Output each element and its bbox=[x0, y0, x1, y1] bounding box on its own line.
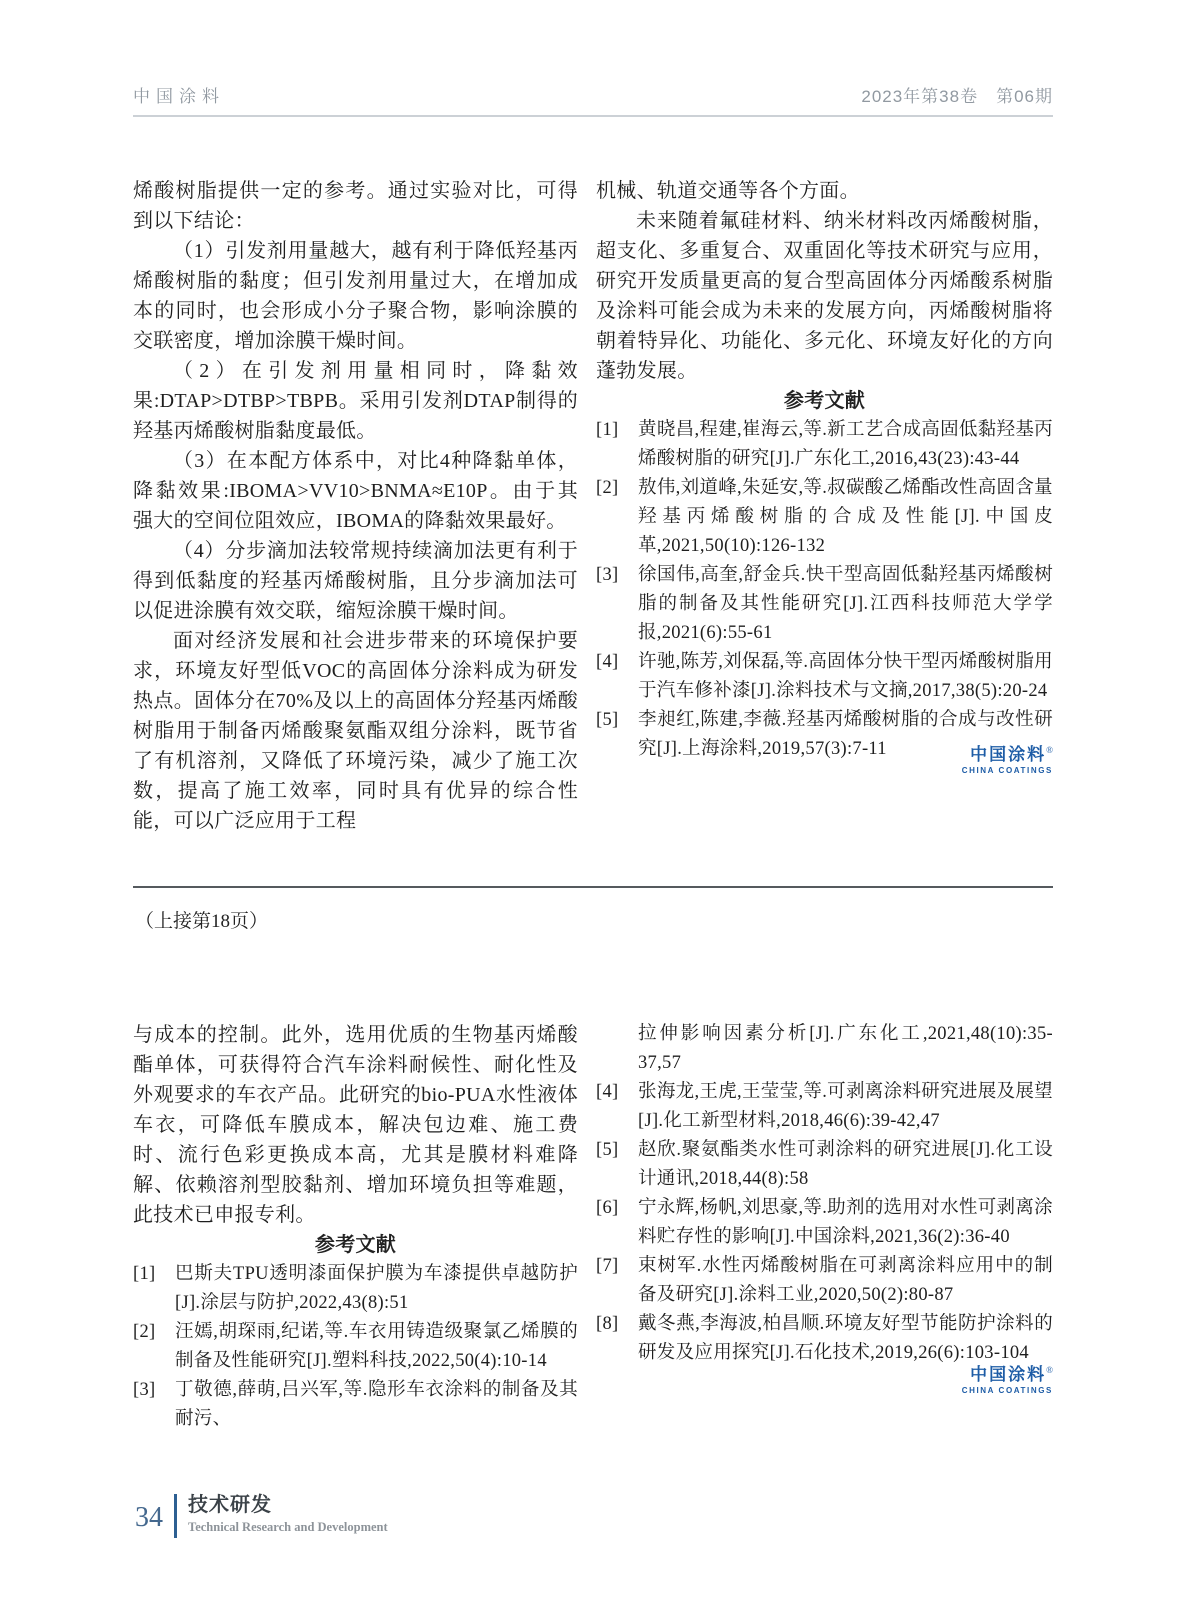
body-paragraph: 未来随着氟硅材料、纳米材料改丙烯酸树脂，超支化、多重复合、双重固化等技术研究与应用，研究开发质量更高的复合型高固体分丙烯酸系树脂及涂料可能会成为未来的发展方向，丙烯酸树脂将朝着特异化、功能化、多元化、环境友好化的方向蓬勃发展。 bbox=[596, 210, 1053, 382]
reference-text: 汪嫣,胡琛雨,纪诺,等.车衣用铸造级聚氯乙烯膜的制备及性能研究[J].塑料科技,2022,50(4):10-14 bbox=[175, 1322, 578, 1371]
reference-text: 戴冬燕,李海波,柏昌顺.环境友好型节能防护涂料的研发及应用探究[J].石化技术,2019,26(6):103-104 bbox=[638, 1314, 1053, 1363]
section-title-cn: 技术研发 bbox=[188, 1494, 272, 1516]
footer-divider-bar bbox=[174, 1494, 177, 1538]
body-paragraph: 面对经济发展和社会进步带来的环境保护要求，环境友好型低VOC的高固体分涂料成为研发热点。固体分在70%及以上的高固体分羟基丙烯酸树脂用于制备丙烯酸聚氨酯双组分涂料，既节省了有机溶剂，又降低了环境污染，减少了施工次数，提高了施工效率，同时具有优异的综合性能，可以广泛应用于工程 bbox=[133, 630, 578, 832]
article2-left-paragraphs bbox=[133, 1020, 578, 1230]
reference-number: [3] bbox=[596, 565, 619, 585]
reference-text: 张海龙,王虎,王莹莹,等.可剥离涂料研究进展及展望[J].化工新型材料,2018,46(6):39-42,47 bbox=[638, 1082, 1053, 1131]
journal-name: 中国涂料 bbox=[133, 87, 225, 106]
article2-right-column bbox=[596, 1020, 1053, 1368]
reference-text: 徐国伟,高奎,舒金兵.快干型高固低黏羟基丙烯酸树脂的制备及其性能研究[J].江西科技师范大学学报,2021(6):55-61 bbox=[638, 565, 1053, 643]
reference-text: 黄晓昌,程建,崔海云,等.新工艺合成高固低黏羟基丙烯酸树脂的研究[J].广东化工,2016,43(23):43-44 bbox=[638, 420, 1053, 469]
reference-text: 赵欣.聚氨酯类水性可剥涂料的研究进展[J].化工设计通讯,2018,44(8):58 bbox=[638, 1140, 1053, 1189]
reference-text: 拉伸影响因素分析[J].广东化工,2021,48(10):35-37,57 bbox=[638, 1024, 1053, 1073]
reference-number: [1] bbox=[596, 420, 619, 440]
reference-text: 许驰,陈芳,刘保磊,等.高固体分快干型丙烯酸树脂用于汽车修补漆[J].涂料技术与文摘,2017,38(5):20-24 bbox=[638, 652, 1053, 701]
reference-number: [5] bbox=[596, 1140, 619, 1160]
references-heading: 参考文献 bbox=[314, 1234, 397, 1256]
reference-item bbox=[596, 1020, 1053, 1078]
body-paragraph: 与成本的控制。此外，选用优质的生物基丙烯酸酯单体，可获得符合汽车涂料耐候性、耐化性及外观要求的车衣产品。此研究的bio-PUA水性液体车衣，可降低车膜成本，解决包边难、施工费时、流行色彩更换成本高，尤其是膜材料难降解、依赖溶剂型胶黏剂、增加环境负担等难题，此技术已申报专利。 bbox=[133, 1024, 578, 1226]
reference-item bbox=[133, 1376, 578, 1434]
reference-text: 束树军.水性丙烯酸树脂在可剥离涂料应用中的制备及研究[J].涂料工业,2020,50(2):80-87 bbox=[638, 1256, 1053, 1305]
footer-section-label bbox=[188, 1494, 388, 1538]
reference-text: 敖伟,刘道峰,朱延安,等.叔碳酸乙烯酯改性高固含量羟基丙烯酸树脂的合成及性能[J].中国皮革,2021,50(10):126-132 bbox=[638, 478, 1053, 556]
reference-text: 丁敬德,薛萌,吕兴军,等.隐形车衣涂料的制备及其耐污、 bbox=[175, 1380, 578, 1429]
china-coatings-logo bbox=[596, 746, 1053, 775]
body-paragraph: （2）在引发剂用量相同时，降黏效果:DTAP>DTBP>TBPB。采用引发剂DTAP制得的羟基丙烯酸树脂黏度最低。 bbox=[133, 360, 578, 442]
registered-mark-icon: ® bbox=[1046, 745, 1053, 755]
reference-item bbox=[133, 1318, 578, 1376]
article2-left-reference-list bbox=[133, 1260, 578, 1434]
reference-number: [4] bbox=[596, 652, 619, 672]
article2-right-reference-list bbox=[596, 1020, 1053, 1368]
continued-from-note: （上接第18页） bbox=[135, 911, 269, 932]
body-paragraph: （1）引发剂用量越大，越有利于降低羟基丙烯酸树脂的黏度；但引发剂用量过大，在增加成本的同时，也会形成小分子聚合物，影响涂膜的交联密度，增加涂膜干燥时间。 bbox=[133, 240, 578, 352]
reference-number: [3] bbox=[133, 1380, 156, 1400]
reference-number: [2] bbox=[596, 478, 619, 498]
article2-left-column bbox=[133, 1020, 578, 1434]
body-paragraph: （3）在本配方体系中，对比4种降黏单体，降黏效果:IBOMA>VV10>BNMA≈E10P。由于其强大的空间位阻效应，IBOMA的降黏效果最好。 bbox=[133, 450, 578, 532]
reference-text: 宁永辉,杨帆,刘思豪,等.助剂的选用对水性可剥离涂料贮存性的影响[J].中国涂料,2021,36(2):36-40 bbox=[638, 1198, 1053, 1247]
article1-reference-list bbox=[596, 416, 1053, 764]
reference-number: [2] bbox=[133, 1322, 156, 1342]
reference-text: 巴斯夫TPU透明漆面保护膜为车漆提供卓越防护[J].涂层与防护,2022,43(8):51 bbox=[175, 1264, 578, 1313]
logo-cn-text: 中国涂料 bbox=[970, 745, 1047, 764]
body-paragraph: （4）分步滴加法较常规持续滴加法更有利于得到低黏度的羟基丙烯酸树脂，且分步滴加法可以促进涂膜有效交联，缩短涂膜干燥时间。 bbox=[133, 540, 578, 622]
reference-item bbox=[596, 1136, 1053, 1194]
page-header bbox=[133, 82, 1053, 117]
reference-item bbox=[596, 1310, 1053, 1368]
reference-item bbox=[596, 1252, 1053, 1310]
reference-number: [4] bbox=[596, 1082, 619, 1102]
reference-number: [6] bbox=[596, 1198, 619, 1218]
article1-right-column bbox=[596, 176, 1053, 764]
reference-item bbox=[596, 1078, 1053, 1136]
article1-right-paragraphs bbox=[596, 176, 1053, 386]
logo-en-text: CHINA COATINGS bbox=[961, 1386, 1053, 1395]
registered-mark-icon: ® bbox=[1046, 1365, 1053, 1375]
reference-number: [5] bbox=[596, 710, 619, 730]
reference-text: 李昶红,陈建,李薇.羟基丙烯酸树脂的合成与改性研究[J].上海涂料,2019,57(3):7-11 bbox=[638, 710, 1053, 759]
reference-item bbox=[596, 561, 1053, 648]
reference-item bbox=[596, 416, 1053, 474]
reference-item bbox=[596, 1194, 1053, 1252]
section-title-en: Technical Research and Development bbox=[188, 1520, 388, 1534]
reference-number: [1] bbox=[133, 1264, 156, 1284]
article1-left-column bbox=[133, 176, 578, 836]
logo-en-text: CHINA COATINGS bbox=[961, 766, 1053, 775]
page-footer bbox=[135, 1494, 388, 1538]
issue-info: 2023年第38卷 第06期 bbox=[861, 87, 1053, 106]
body-paragraph: 烯酸树脂提供一定的参考。通过实验对比，可得到以下结论： bbox=[133, 180, 578, 232]
reference-number: [8] bbox=[596, 1314, 619, 1334]
reference-item bbox=[596, 474, 1053, 561]
reference-item bbox=[133, 1260, 578, 1318]
body-paragraph: 机械、轨道交通等各个方面。 bbox=[596, 180, 860, 202]
china-coatings-logo bbox=[596, 1366, 1053, 1395]
logo-cn-text: 中国涂料 bbox=[970, 1365, 1047, 1384]
page-number: 34 bbox=[135, 1502, 163, 1533]
references-heading: 参考文献 bbox=[783, 390, 866, 412]
reference-number: [7] bbox=[596, 1256, 619, 1276]
reference-item bbox=[596, 648, 1053, 706]
article-divider bbox=[133, 886, 1053, 888]
